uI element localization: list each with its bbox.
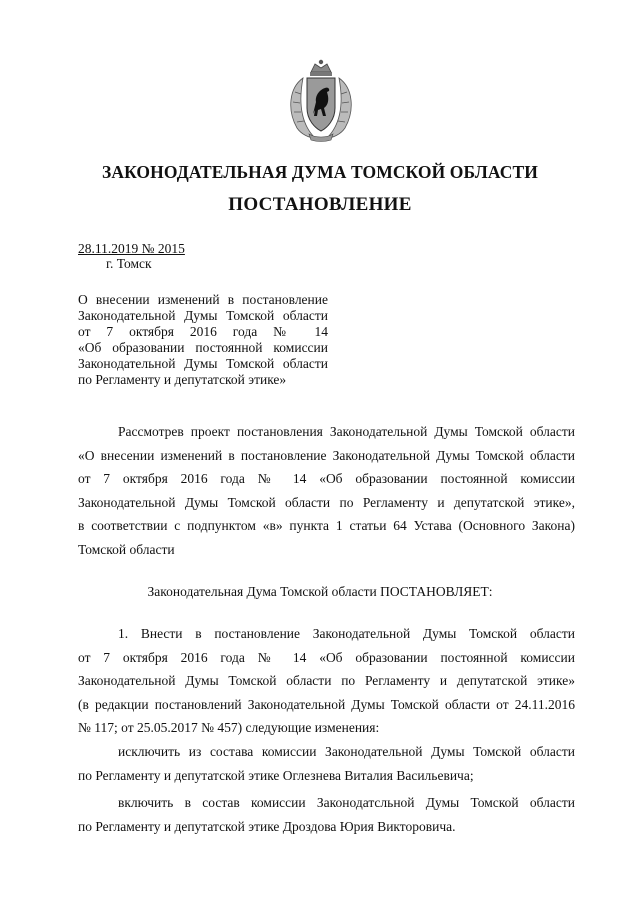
- subject-block: [78, 292, 328, 388]
- subject-line: от 7 октября 2016 года № 14: [78, 324, 328, 339]
- include-paragraph: [78, 791, 575, 838]
- item-1-line: от 7 октября 2016 года № 14 «Об образовании постоянной комиссии: [78, 649, 575, 665]
- exclude-line: по Регламенту и депутатской этике Оглезнева Виталия Васильевича;: [78, 767, 474, 783]
- item-1-line: Законодательной Думы Томской области по Регламенту и депутатской этике»: [78, 673, 575, 688]
- preamble-line: Рассмотрев проект постановления Законодательной Думы Томской области: [118, 424, 575, 439]
- organization-title: ЗАКОНОДАТЕЛЬНАЯ ДУМА ТОМСКОЙ ОБЛАСТИ: [102, 162, 538, 182]
- subject-line: по Регламенту и депутатской этике»: [78, 372, 287, 387]
- resolves-line: Законодательная Дума Томской области ПОСТАНОВЛЯЕТ:: [147, 584, 493, 599]
- preamble-line: от 7 октября 2016 года № 14 «Об образовании постоянной комиссии: [78, 471, 575, 486]
- exclude-line: исключить из состава комиссии Законодательной Думы Томской области: [118, 744, 575, 759]
- city: г. Томск: [106, 256, 152, 271]
- coat-of-arms-icon: [283, 58, 359, 142]
- exclude-paragraph: [78, 740, 575, 787]
- include-line: включить в состав комиссии Законодатсльной Думы Томской области: [118, 795, 575, 810]
- preamble-line: Томской области: [78, 541, 175, 557]
- preamble-paragraph: [78, 420, 575, 561]
- preamble-line: «О внесении изменений в постановление Законодательной Думы Томской области: [78, 447, 575, 463]
- item-1-paragraph: [78, 622, 575, 740]
- subject-line: Законодательной Думы Томской области: [78, 356, 328, 371]
- item-1-line: 1. Внести в постановление Законодательной Думы Томской области: [118, 626, 575, 641]
- item-1-line: № 117; от 25.05.2017 № 457) следующие изменения:: [78, 720, 380, 735]
- include-line: по Регламенту и депутатской этике Дроздова Юрия Викторовича.: [78, 818, 456, 834]
- subject-line: Законодательной Думы Томской области: [78, 308, 328, 323]
- date-number: 28.11.2019 № 2015: [78, 241, 185, 256]
- subject-line: «Об образовании постоянной комиссии: [78, 340, 328, 355]
- item-1-line: (в редакции постановлений Законодательной Думы Томской области от 24.11.2016: [78, 696, 575, 712]
- document-type-title: ПОСТАНОВЛЕНИЕ: [228, 194, 412, 215]
- subject-line: О внесении изменений в постановление: [78, 292, 328, 307]
- preamble-line: в соответствии с подпунктом «в» пункта 1 статьи 64 Устава (Основного Закона): [78, 518, 575, 533]
- preamble-line: Законодательной Думы Томской области по Регламенту и депутатской этике»,: [78, 494, 575, 510]
